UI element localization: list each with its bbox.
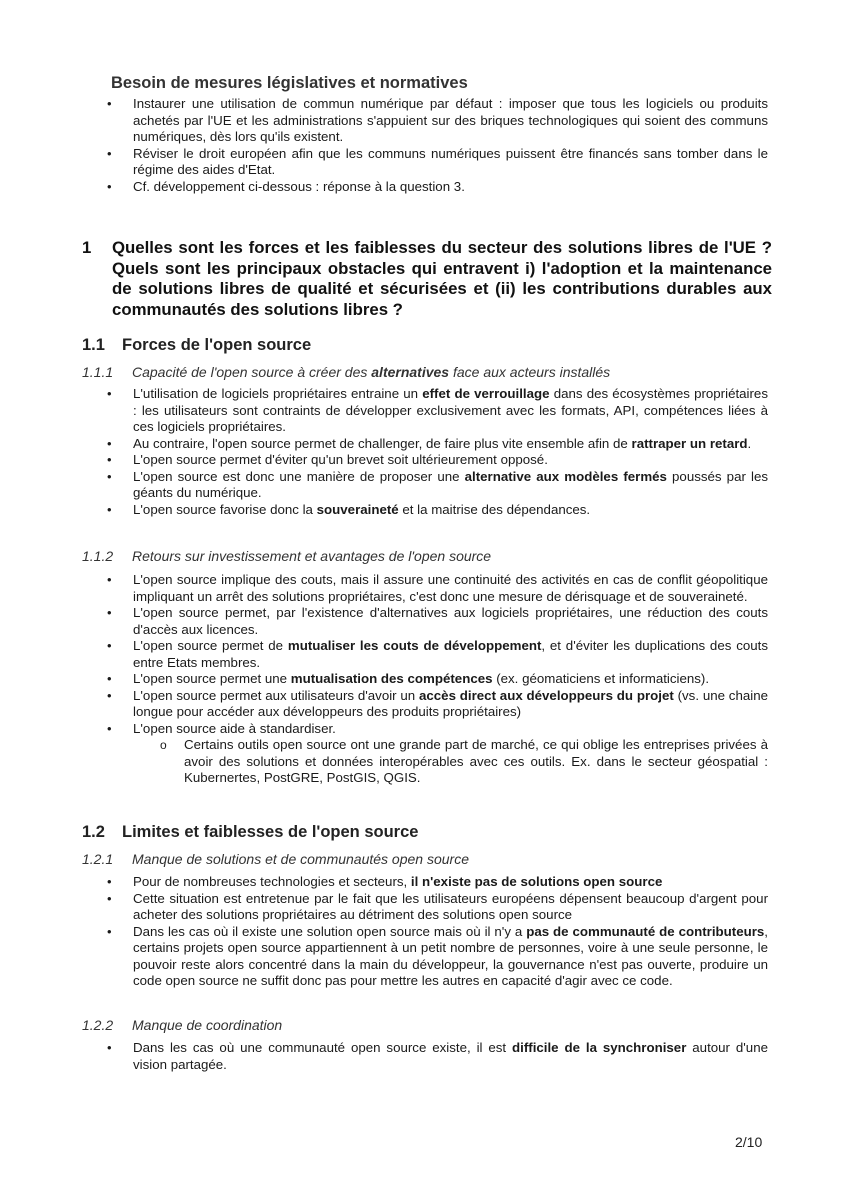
text: poussés par les géants du numérique. (133, 468, 768, 500)
subsection-title: Manque de solutions et de communautés open source (132, 851, 469, 867)
text: (vs. une chaine longue pour accéder aux développeurs des produits propriétaires) (133, 687, 768, 719)
list-item (0, 436, 768, 453)
bold-text: difficile de la synchroniser (512, 1040, 687, 1055)
text: dans des écosystèmes propriétaires : les utilisateurs sont contraints de développer exclusivement avec les formats, API, compétences liées à ces logiciels propriétaires. (133, 386, 768, 434)
subsection-title-bold: alternatives (371, 364, 450, 380)
section-number: 1.2 (82, 823, 105, 841)
list-item (0, 386, 768, 436)
subsection-number: 1.2.2 (82, 1017, 114, 1033)
section-1-1-heading (82, 336, 311, 355)
list-item (0, 688, 768, 721)
subsection-1-1-1-heading (82, 364, 610, 380)
subsection-title: Manque de coordination (132, 1017, 283, 1033)
question-number: 1 (82, 238, 92, 257)
list-item (0, 469, 768, 502)
subsection-title: Retours sur investissement et avantages de l'open source (132, 548, 492, 564)
text: . (747, 435, 752, 451)
list-item (0, 874, 768, 891)
legislative-bullet-list (0, 96, 768, 195)
text: L'open source est donc une manière de proposer une (133, 468, 465, 484)
bold-text: effet de verrouillage (422, 386, 550, 401)
list-item: • L'open source aide à standardiser. (0, 721, 768, 738)
text: , certains projets open source appartiennent à un petit nombre de personnes, voire à une seule personne, le pouvoir reste alors concentré dans la main du développeur, la gouvernance n'est pas ouverte, produire un code open source ne suffit donc pas pour mettre les autres en capacité d'agir avec ce code. (133, 923, 768, 988)
list-item (0, 502, 768, 519)
page-number: 2/10 (735, 1134, 763, 1150)
limits-bullet-list (0, 874, 768, 990)
text: autour d'une vision partagée. (133, 1040, 768, 1072)
text: Dans les cas où une communauté open source existe, il est (133, 1040, 513, 1055)
bold-text: alternative aux modèles fermés (464, 468, 667, 484)
list-item (0, 671, 768, 688)
list-item (0, 638, 768, 671)
bold-text: mutualiser les couts de développement (287, 638, 542, 653)
subsection-1-2-2-heading (82, 1017, 282, 1033)
text: L'open source permet de (133, 638, 288, 653)
bold-text: mutualisation des compétences (290, 671, 493, 686)
text: , et d'éviter les duplications des couts entre Etats membres. (133, 638, 768, 670)
text: Au contraire, l'open source permet de challenger, de faire plus vite ensemble afin de (133, 435, 632, 451)
list-item: • L'open source permet, par l'existence d'alternatives aux logiciels propriétaires, une réduction des couts d'accès aux licences. (0, 605, 768, 638)
bold-text: pas de communauté de contributeurs (526, 923, 765, 939)
subsection-title-end: face aux acteurs installés (449, 364, 611, 380)
text: L'open source permet aux utilisateurs d'avoir un (133, 687, 419, 703)
coordination-bullet-list (0, 1040, 768, 1073)
section-number: 1.1 (82, 336, 105, 354)
forces-bullet-list (0, 386, 768, 518)
section-heading-legislative: Besoin de mesures législatives et normatives (111, 74, 468, 92)
text: Pour de nombreuses technologies et secteurs, (133, 874, 411, 889)
text: (ex. géomaticiens et informaticiens). (492, 671, 710, 686)
bold-text: il n'existe pas de solutions open source (410, 874, 663, 889)
bold-text: accès direct aux développeurs du projet (419, 687, 674, 703)
list-item (0, 924, 768, 990)
subsection-number: 1.1.2 (82, 548, 114, 564)
subsection-number: 1.1.1 (82, 364, 114, 380)
bold-text: souveraineté (316, 501, 399, 517)
subsection-title: Capacité de l'open source à créer des (132, 364, 372, 380)
text: et la maitrise des dépendances. (398, 501, 591, 517)
bold-text: rattraper un retard (631, 435, 748, 451)
text: Dans les cas où il existe une solution open source mais où il n'y a (133, 923, 527, 939)
list-item: • Cette situation est entretenue par le fait que les utilisateurs européens dépensent beaucoup d'argent pour acheter des solutions propriétaires au détriment des solutions open source (0, 891, 768, 924)
text: L'open source permet une (133, 671, 291, 686)
list-item: • L'open source implique des couts, mais il assure une continuité des activités en cas de conflit géopolitique impliquant un arrêt des solutions propriétaires, c'est donc une mesure de dérisquage et de souveraineté. (0, 572, 768, 605)
question-text: Quelles sont les forces et les faiblesses du secteur des solutions libres de l'UE ? Quels sont les principaux obstacles qui entravent i) l'adoption et la maintenance de solutions libres de qualité et sécurisées et (ii) les contributions durables aux communautés des solutions libres ? (112, 238, 772, 319)
text: L'utilisation de logiciels propriétaires entraine un (133, 386, 423, 401)
subsection-1-1-2-heading (82, 548, 491, 564)
list-item: • Instaurer une utilisation de commun numérique par défaut : imposer que tous les logiciels ou produits achetés par l'UE et les administrations s'appuient sur des briques technologiques qui soient des communs numériques, dès lors qu'ils existent. (0, 96, 768, 146)
list-item: • Réviser le droit européen afin que les communs numériques puissent être financés sans tomber dans le régime des aides d'Etat. (0, 146, 768, 179)
section-title: Limites et faiblesses de l'open source (122, 823, 419, 841)
list-item: • Cf. développement ci-dessous : réponse à la question 3. (0, 179, 768, 196)
text: L'open source favorise donc la (133, 501, 317, 517)
section-1-2-heading (82, 823, 418, 842)
list-item (0, 1040, 768, 1073)
section-title: Forces de l'open source (122, 336, 312, 354)
subsection-number: 1.2.1 (82, 851, 114, 867)
roi-bullet-list (0, 572, 768, 787)
subsection-1-2-1-heading (82, 851, 469, 867)
sub-list-item: o Certains outils open source ont une grande part de marché, ce qui oblige les entreprises privées à avoir des solutions et données interopérables avec ces outils. Ex. dans le secteur géospatial : Kubernertes, PostGRE, PostGIS, QGIS. (0, 737, 768, 787)
list-item: • L'open source permet d'éviter qu'un brevet soit ultérieurement opposé. (0, 452, 768, 469)
